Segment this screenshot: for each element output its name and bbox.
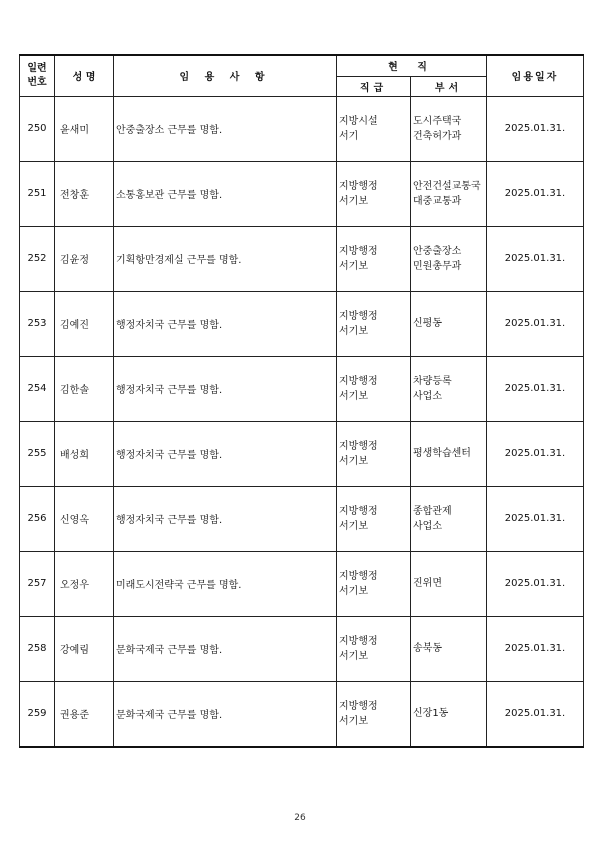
grade-line: 서기보 bbox=[339, 455, 368, 467]
date-cell: 2025.01.31. bbox=[487, 486, 584, 551]
department-line: 민원총무과 bbox=[413, 260, 462, 272]
department-cell bbox=[411, 161, 487, 226]
header-department: 부서 bbox=[411, 76, 487, 96]
date-cell: 2025.01.31. bbox=[487, 291, 584, 356]
department-cell bbox=[411, 616, 487, 681]
department-cell bbox=[411, 486, 487, 551]
serial-cell: 252 bbox=[20, 226, 55, 291]
date-cell: 2025.01.31. bbox=[487, 226, 584, 291]
date-cell: 2025.01.31. bbox=[487, 616, 584, 681]
table-row bbox=[20, 291, 584, 356]
grade-cell bbox=[337, 681, 411, 747]
grade-line: 서기보 bbox=[339, 585, 368, 597]
grade-line: 지방시설 bbox=[339, 115, 378, 127]
department-cell bbox=[411, 681, 487, 747]
department-line: 신장1동 bbox=[413, 708, 449, 719]
header-serial: 일련 번호 bbox=[20, 55, 55, 96]
serial-cell: 255 bbox=[20, 421, 55, 486]
department-line: 진위면 bbox=[413, 578, 442, 589]
serial-cell: 250 bbox=[20, 96, 55, 161]
department-line: 신평동 bbox=[413, 318, 442, 329]
department-line: 사업소 bbox=[413, 390, 442, 402]
department-cell bbox=[411, 291, 487, 356]
grade-line: 서기보 bbox=[339, 715, 368, 727]
grade-line: 지방행정 bbox=[339, 310, 378, 322]
department-cell bbox=[411, 421, 487, 486]
department-line: 건축허가과 bbox=[413, 130, 462, 142]
department-cell bbox=[411, 356, 487, 421]
table-row bbox=[20, 486, 584, 551]
appointment-cell: 문화국제국 근무를 명함. bbox=[114, 616, 337, 681]
name-cell: 권용준 bbox=[55, 681, 114, 747]
table-row bbox=[20, 161, 584, 226]
table-row bbox=[20, 421, 584, 486]
appointment-cell: 미래도시전략국 근무를 명함. bbox=[114, 551, 337, 616]
header-date: 임용일자 bbox=[487, 55, 584, 96]
grade-line: 지방행정 bbox=[339, 440, 378, 452]
header-name: 성 명 bbox=[55, 55, 114, 96]
appointment-cell: 행정자치국 근무를 명함. bbox=[114, 291, 337, 356]
grade-cell bbox=[337, 616, 411, 681]
table-row bbox=[20, 681, 584, 747]
grade-line: 지방행정 bbox=[339, 375, 378, 387]
serial-cell: 253 bbox=[20, 291, 55, 356]
department-cell bbox=[411, 96, 487, 161]
header-appointment: 임 용 사 항 bbox=[114, 55, 337, 96]
department-cell bbox=[411, 551, 487, 616]
department-line: 안전건설교통국 bbox=[413, 180, 481, 192]
appointment-cell: 행정자치국 근무를 명함. bbox=[114, 356, 337, 421]
appointment-cell: 문화국제국 근무를 명함. bbox=[114, 681, 337, 747]
grade-line: 서기보 bbox=[339, 650, 368, 662]
name-cell: 김예진 bbox=[55, 291, 114, 356]
department-line: 평생학습센터 bbox=[413, 448, 471, 459]
grade-line: 서기보 bbox=[339, 260, 368, 272]
department-line: 안중출장소 bbox=[413, 245, 462, 257]
grade-cell bbox=[337, 161, 411, 226]
date-cell: 2025.01.31. bbox=[487, 161, 584, 226]
grade-cell bbox=[337, 291, 411, 356]
grade-cell bbox=[337, 96, 411, 161]
header-current-post: 현 직 bbox=[337, 55, 487, 76]
department-line: 종합관제 bbox=[413, 505, 452, 517]
name-cell: 김한솔 bbox=[55, 356, 114, 421]
grade-cell bbox=[337, 421, 411, 486]
grade-line: 지방행정 bbox=[339, 505, 378, 517]
grade-line: 서기보 bbox=[339, 195, 368, 207]
appointment-table bbox=[19, 54, 584, 748]
serial-cell: 257 bbox=[20, 551, 55, 616]
header-grade: 직급 bbox=[337, 76, 411, 96]
grade-line: 지방행정 bbox=[339, 635, 378, 647]
grade-cell bbox=[337, 486, 411, 551]
date-cell: 2025.01.31. bbox=[487, 96, 584, 161]
serial-cell: 254 bbox=[20, 356, 55, 421]
department-line: 대중교통과 bbox=[413, 195, 462, 207]
department-line: 차량등록 bbox=[413, 375, 452, 387]
page-number: 26 bbox=[294, 813, 306, 823]
grade-line: 서기보 bbox=[339, 325, 368, 337]
date-cell: 2025.01.31. bbox=[487, 681, 584, 747]
department-cell bbox=[411, 226, 487, 291]
name-cell: 오정우 bbox=[55, 551, 114, 616]
appointment-cell: 기획항만경제실 근무를 명함. bbox=[114, 226, 337, 291]
appointment-cell: 행정자치국 근무를 명함. bbox=[114, 421, 337, 486]
name-cell: 전창훈 bbox=[55, 161, 114, 226]
department-line: 도시주택국 bbox=[413, 115, 462, 127]
name-cell: 배성희 bbox=[55, 421, 114, 486]
table-row bbox=[20, 96, 584, 161]
grade-cell bbox=[337, 226, 411, 291]
table-row bbox=[20, 616, 584, 681]
date-cell: 2025.01.31. bbox=[487, 421, 584, 486]
department-line: 사업소 bbox=[413, 520, 442, 532]
grade-line: 서기보 bbox=[339, 520, 368, 532]
grade-cell bbox=[337, 356, 411, 421]
table-row bbox=[20, 226, 584, 291]
name-cell: 신영옥 bbox=[55, 486, 114, 551]
department-line: 송북동 bbox=[413, 643, 442, 654]
serial-cell: 251 bbox=[20, 161, 55, 226]
appointment-cell: 안중출장소 근무를 명함. bbox=[114, 96, 337, 161]
table-body bbox=[20, 96, 584, 747]
appointment-cell: 행정자치국 근무를 명함. bbox=[114, 486, 337, 551]
grade-line: 지방행정 bbox=[339, 180, 378, 192]
grade-line: 서기 bbox=[339, 130, 359, 142]
table-row bbox=[20, 356, 584, 421]
name-cell: 윤새미 bbox=[55, 96, 114, 161]
grade-line: 지방행정 bbox=[339, 700, 378, 712]
grade-line: 지방행정 bbox=[339, 245, 378, 257]
grade-line: 지방행정 bbox=[339, 570, 378, 582]
name-cell: 김윤정 bbox=[55, 226, 114, 291]
date-cell: 2025.01.31. bbox=[487, 551, 584, 616]
date-cell: 2025.01.31. bbox=[487, 356, 584, 421]
grade-line: 서기보 bbox=[339, 390, 368, 402]
appointment-cell: 소통홍보관 근무를 명함. bbox=[114, 161, 337, 226]
serial-cell: 259 bbox=[20, 681, 55, 747]
table-row bbox=[20, 551, 584, 616]
serial-cell: 258 bbox=[20, 616, 55, 681]
grade-cell bbox=[337, 551, 411, 616]
serial-cell: 256 bbox=[20, 486, 55, 551]
name-cell: 강예림 bbox=[55, 616, 114, 681]
